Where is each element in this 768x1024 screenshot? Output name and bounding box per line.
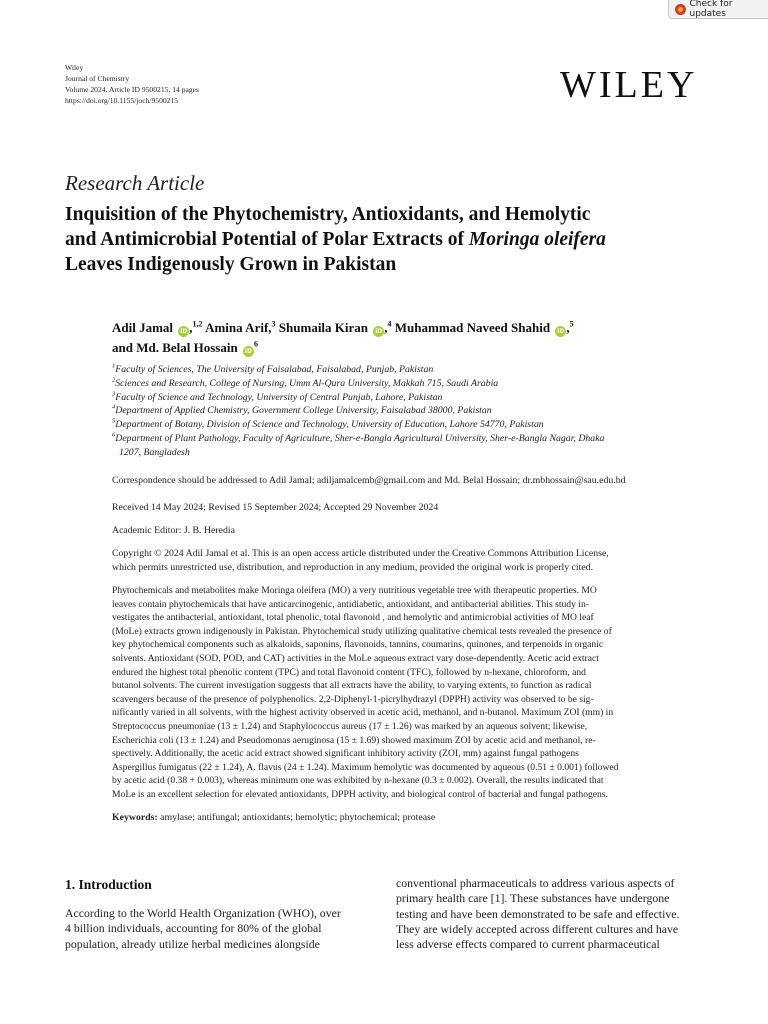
check-updates-icon (675, 4, 686, 15)
correspondence: Correspondence should be addressed to Adil Jamal; adiljamalcemb@gmail.com and Md. Belal Hossain; dr.mbhossain@sau.edu.bd (112, 475, 626, 486)
orcid-icon[interactable]: iD (244, 348, 252, 355)
keywords (112, 812, 435, 823)
affiliation: $^1$Faculty of Sciences, The University of Faisalabad, Faisalabad, Punjab, Pakistan (112, 362, 434, 375)
abstract-line: MoLe is an excellent selection for elevated antioxidants, DPPH activity, and biological control of bacterial and fungal pathogens. (112, 788, 608, 800)
abstract-line: Streptococcus pneumoniae (13 ± 1.24) and Staphylococcus aureus (17 ± 1.26) was marked by an aqueous solvent; likewise, (112, 720, 588, 732)
abstract-line: nificantly varied in all solvents, with the highest activity observed in acetic acid, methanol, and n-butanol. Maximum ZOI (mm) in (112, 707, 614, 719)
volume-line: Volume 2024, Article ID 9500215, 14 pages (65, 85, 199, 94)
journal-meta (65, 62, 199, 106)
check-for-updates-label: Check for updates (689, 0, 733, 19)
abstract-line: (MoLe) extracts grown indigenously in Pakistan. Phytochemical study utilizing qualitative chemical tests revealed the presence of (112, 625, 612, 637)
title-line: and Antimicrobial Potential of Polar Extracts of Moringa oleifera (65, 229, 606, 250)
abstract-line: spectively. Additionally, the acetic acid extract showed significant inhibitory activity (ZOI, mm) against fungal pathogens (112, 748, 579, 760)
abstract-line: solvents. Antioxidant (SOD, POD, and CAT) activities in the MoLe aqueous extract vary dose-dependently. Acetic acid extract (112, 652, 599, 664)
abstract (112, 584, 732, 802)
author-name: Muhammad Naveed Shahid (394, 320, 551, 335)
article-type: Research Article (65, 171, 205, 195)
wiley-logo: WILEY (560, 64, 698, 106)
abstract-line: Aspergillus fumigatus (22 ± 1.24), A. flavus (24 ± 1.24). Maximum hemolytic was documented by aqueous (0.51 ± 0.001) followed (112, 761, 619, 773)
affiliations (112, 363, 732, 460)
abstract-line: vestigates the antibacterial, antioxidant, total phenolic, total flavonoid , and hemolytic and antimicrobial activities of MO leaf (112, 612, 594, 624)
journal-name: Journal of Chemistry (65, 74, 130, 83)
title-line: Leaves Indigenously Grown in Pakistan (65, 254, 397, 275)
abstract-line: leaves contain phytochemicals that have anticarcinogenic, antidiabetic, antioxidant, and antibacterial abilities. This study in- (112, 598, 589, 610)
author-list: Adil Jamal iD ,$^{1,2}$ Amina Arif,$^3$ Shumaila Kiran iD ,$^4$ Muhammad Naveed Shahid iD ,$^5$ and Md. Belal Hossain $iD^6$ (112, 319, 574, 355)
affiliation: 1207, Bangladesh (119, 446, 190, 458)
abstract-line: endured the highest total phenolic content (TPC) and total flavonoid content (TFC), followed by n-hexane, chloroform, and (112, 666, 586, 678)
species-name: Moringa oleifera (468, 229, 606, 250)
author-name: Adil Jamal (112, 320, 174, 335)
affiliation: $^4$Department of Applied Chemistry, Government College University, Faisalabad 38000, Pakistan (112, 404, 492, 417)
publisher-name: Wiley (65, 63, 84, 72)
abstract-line: Escherichia coli (13 ± 1.24) and Pseudomonas aeruginosa (15 ± 1.69) showed maximum ZOI by acetic acid and methanol, re- (112, 734, 596, 746)
keywords-list: amylase; antifungal; antioxidants; hemolytic; phytochemical; protease (157, 812, 436, 823)
abstract-line: butanol solvents. The current investigation suggests that all extracts have the ability, to varying extents, to function as radical (112, 680, 592, 692)
title-line: Inquisition of the Phytochemistry, Antioxidants, and Hemolytic (65, 204, 591, 225)
article-title (65, 202, 735, 277)
affiliation: $^5$Department of Botany, Division of Science and Technology, University of Education, Lahore 54770, Pakistan (112, 417, 544, 431)
author-name: Amina Arif, (205, 320, 272, 335)
affiliation: $^3$Faculty of Science and Technology, University of Central Punjab, Lahore, Pakistan (112, 390, 443, 403)
abstract-line: by acetic acid (0.38 + 0.003), whereas minimum one was exhibited by n-hexane (0.3 ± 0.002). Overall, the results indicated that (112, 775, 604, 787)
affiliation: $^6$Department of Plant Pathology, Faculty of Agriculture, Sher-e-Bangla Agricultural University, Sher-e-Bangla Nagar, Dhaka (112, 431, 605, 444)
check-for-updates-button[interactable] (668, 0, 768, 19)
abstract-line: Phytochemicals and metabolites make Moringa oleifera (MO) a very nutritious vegetable tree with therapeutic properties. MO (112, 585, 597, 596)
orcid-icon[interactable]: iD (375, 328, 383, 335)
abstract-line: scavengers because of the presence of polyphenolics. 2,2-Diphenyl-1-picrylhydrazyl (DPPH) activity was observed to be sig- (112, 693, 594, 705)
academic-editor: Academic Editor: J. B. Heredia (112, 525, 235, 536)
abstract-line: key phytochemical components such as alkaloids, saponins, flavonoids, tannins, coumarins, quinones, and terpenoids in organic (112, 639, 604, 651)
author-name: and Md. Belal Hossain (112, 340, 238, 355)
affiliation: $^2$Sciences and Research, College of Nursing, Umm Al-Qura University, Makkah 715, Saudi Arabia (112, 376, 499, 389)
doi-link[interactable]: https://doi.org/10.1155/joch/9500215 (65, 96, 179, 105)
author-name: Shumaila Kiran (278, 320, 369, 335)
orcid-icon[interactable]: iD (557, 328, 565, 335)
section-heading: 1. Introduction (65, 877, 152, 892)
orcid-icon[interactable]: iD (180, 328, 188, 335)
intro-left-column: According to the World Health Organization (WHO), over 4 billion individuals, accounting for 80% of the global population, already utilize herbal medicines alongside (65, 906, 341, 951)
received-dates: Received 14 May 2024; Revised 15 September 2024; Accepted 29 November 2024 (112, 502, 439, 513)
intro-right-column: conventional pharmaceuticals to address various aspects of primary health care [1]. These substances have undergone testing and have been demonstrated to be safe and effective. They are widely accepted across different cultures and have less adverse effects compared to current pharmaceutical (396, 876, 680, 952)
copyright: Copyright © 2024 Adil Jamal et al. This is an open access article distributed under the Creative Commons Attribution License, which permits unrestricted use, distribution, and reproduction in any medium, provided the original work is properly cited. (112, 548, 609, 573)
keywords-label: Keywords: (112, 812, 158, 823)
